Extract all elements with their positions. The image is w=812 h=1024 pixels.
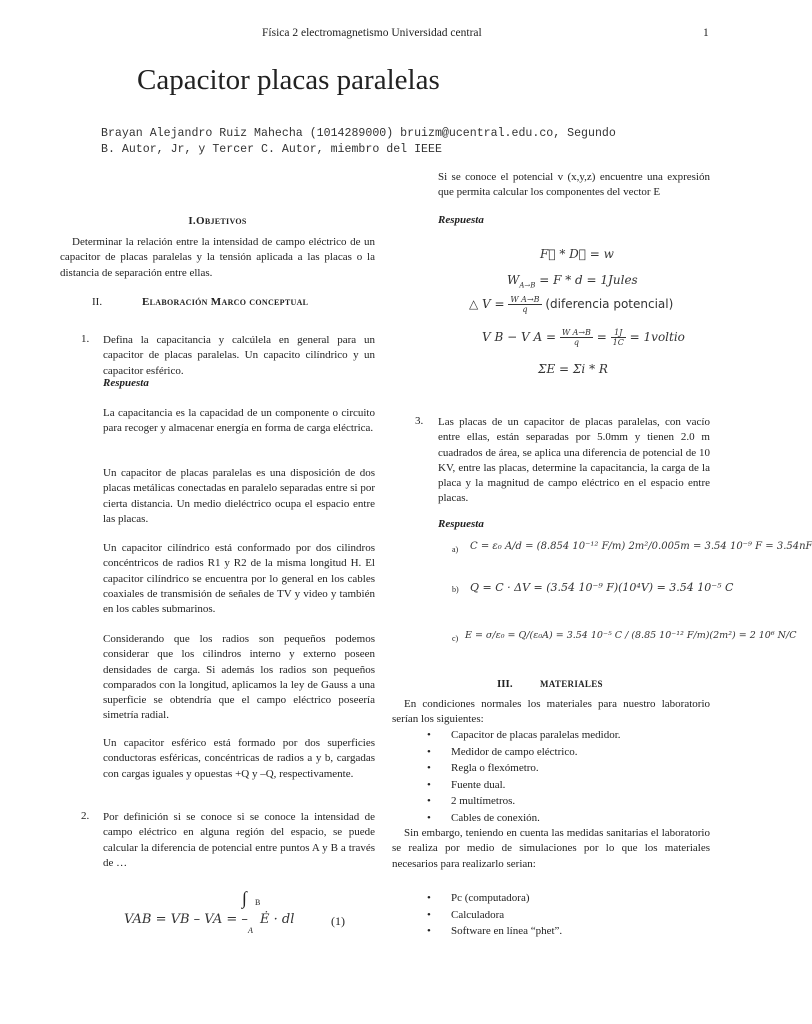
equation-1-number: (1) xyxy=(331,914,345,928)
respuesta-label-2: Respuesta xyxy=(438,214,484,226)
respuesta-label-3: Respuesta xyxy=(438,518,484,530)
list-item: • Software en línea “phet”. xyxy=(427,925,563,937)
formula-work-ab-rhs: = F * d = 1Jules xyxy=(535,273,638,287)
formula-potential-difference xyxy=(469,295,673,314)
paragraph-cilindrico: Un capacitor cilíndrico está conformado por dos cilindros concéntricos de radios R1 y R2 de la misma longitud H. El capacitor cilíndrico se encuentra por lo general en los cables coaxiales de transmisión de señales de TV y video y también en los cables submarinos. xyxy=(103,542,375,616)
formula-voltage-fraction-2: $\frac{1J}{1C}$ xyxy=(612,328,624,347)
section-2-number: II. xyxy=(92,296,103,308)
question-3: Las placas de un capacitor de placas paralelas, con vacío entre ellas, están separadas por 5.0mm y tienen 2.0 m cuadrados de área, se aplica una diferencia de potencial de 10 KV, entre las placas, determine la capacitancia, la carga de la placa y la magnitud de campo eléctrico en el espacio entre placas. xyxy=(438,416,710,505)
materials-intro: En condiciones normales los materiales para nuestro laboratorio serían los siguientes: xyxy=(392,698,710,726)
integral-upper-limit: B xyxy=(255,898,261,907)
question-intro: Si se conoce el potencial v (x,y,z) encuentre una expresión que permita calcular los componentes del vector E xyxy=(438,171,710,199)
question-2: Por definición si se conoce si se conoce la intensidad de campo eléctrico en alguna región del espacio, se puede calcular la diferencia de potencial entre puntos A y B a través de … xyxy=(103,811,375,869)
running-header: Física 2 electromagnetismo Universidad central xyxy=(262,27,482,39)
respuesta-label-1: Respuesta xyxy=(103,377,149,389)
list-item: • Cables de conexión. xyxy=(427,811,540,824)
section-marco-heading: Elaboración Marco conceptual xyxy=(142,296,309,308)
page-number: 1 xyxy=(703,27,709,39)
author-line-2: B. Autor, Jr, y Tercer C. Autor, miembro del IEEE xyxy=(101,143,442,156)
formula-potential-lhs: △ V = xyxy=(469,297,509,311)
equation-1-lhs: VAB = VB – VA = – xyxy=(124,912,248,927)
equation-1 xyxy=(124,888,374,938)
formula-voltage-fraction-1: $\frac{\text{W A→B}}{q}$ xyxy=(561,328,591,347)
answer-a-label: a) xyxy=(452,545,459,554)
integrand: Ė · dl xyxy=(260,912,295,927)
objetivos-text: Determinar la relación entre la intensidad de campo eléctrico de un capacitor de placas paralelas y la tensión aplicada a las placas o la distancia de separación entre ellas. xyxy=(60,236,375,279)
list-item: • Capacitor de placas paralelas medidor. xyxy=(427,729,621,741)
formula-work-ab-sub: A→B xyxy=(519,281,536,290)
answer-b-label: b) xyxy=(452,585,459,594)
paragraph-esferico: Un capacitor esférico está formado por dos superficies conductoras esféricas, concéntricas de radios a y b, cargadas con cargas iguales y opuestas +Q y –Q, respectivamente. xyxy=(103,737,375,780)
answer-c-equation: E = σ/ε₀ = Q/(ε₀A) = 3.54 10⁻⁵ C / (8.85 10⁻¹² F/m)(2m²) = 2 10⁶ N/C xyxy=(465,630,797,641)
paragraph-placas: Un capacitor de placas paralelas es una disposición de dos placas metálicas conectadas en paralelo separadas entre si por cierta distancia. Un medio dieléctrico ocupa el espacio entre las placas. xyxy=(103,467,375,525)
formula-voltage: V B − V A = $\frac{\text{W A→B}}{q}$ = $\frac{1J}{1C}$ = 1voltio xyxy=(482,328,685,347)
formula-work: F⃗ * D⃗ = w xyxy=(540,247,614,261)
formula-sum: ΣE = Σi * R xyxy=(538,362,608,376)
formula-voltage-lhs: V B − V A = xyxy=(482,330,560,344)
answer-b-equation: Q = C · ΔV = (3.54 10⁻⁹ F)(10⁴V) = 3.54 10⁻⁵ C xyxy=(470,581,734,594)
formula-work-ab xyxy=(507,273,638,289)
page-title: Capacitor placas paralelas xyxy=(137,64,440,96)
formula-voltage-rhs: = 1voltio xyxy=(625,330,685,344)
list-item: • Medidor de campo eléctrico. xyxy=(427,745,578,758)
list-item: • Pc (computadora) xyxy=(427,892,530,904)
list-item: • Fuente dual. xyxy=(427,778,506,791)
section-3-number: III. xyxy=(497,678,513,690)
authors xyxy=(101,126,701,158)
answer-a-equation: C = ε₀ A/d = (8.854 10⁻¹² F/m) 2m²/0.005m = 3.54 10⁻⁹ F = 3.54nF xyxy=(470,541,812,552)
item-2-number: 2. xyxy=(81,810,90,822)
paragraph-capacitancia: La capacitancia es la capacidad de un componente o circuito para recoger y almacenar energía en forma de carga eléctrica. xyxy=(103,407,375,435)
answer-c-label: c) xyxy=(452,634,459,643)
integral-lower-limit: A xyxy=(248,926,253,935)
paragraph-radios: Considerando que los radios son pequeños podemos considerar que los cilindros interno y externo poseen densidades de carga. Si además los radios son pequeños comparados con la longitud, aplicamos la ley de Gauss a una superficie se obtendría que el campo eléctrico poseería simetría radial. xyxy=(103,633,375,722)
item-1-number: 1. xyxy=(81,333,90,345)
formula-potential-rhs: (diferencia potencial) xyxy=(541,297,674,311)
author-line-1: Brayan Alejandro Ruiz Mahecha (1014289000) bruizm@ucentral.edu.co, Segundo xyxy=(101,127,616,140)
integral-sign: ∫ xyxy=(242,888,247,908)
item-3-number: 3. xyxy=(415,415,424,427)
formula-work-ab-lhs: W xyxy=(507,273,520,287)
list-item: • Regla o flexómetro. xyxy=(427,762,539,774)
materials-list-2 xyxy=(427,890,717,940)
section-objetivos-heading: I.Objetivos xyxy=(188,215,247,227)
list-item: • Calculadora xyxy=(427,908,505,921)
materials-simulation-paragraph: Sin embargo, teniendo en cuenta las medidas sanitarias el laboratorio se realiza por medio de simulaciones por lo que los materiales necesarios para realizarlo serian: xyxy=(392,827,710,870)
section-materiales-heading: MATERIALES xyxy=(540,679,603,689)
materials-list xyxy=(427,727,717,826)
question-1: Defina la capacitancia y calcúlela en general para un capacitor de placas paralelas. Un capacito cilíndrico y un capacitor esférico. xyxy=(103,334,375,377)
list-item: • 2 multímetros. xyxy=(427,795,516,807)
formula-potential-fraction: $\frac{\text{W A→B}}{q}$ xyxy=(510,295,540,314)
